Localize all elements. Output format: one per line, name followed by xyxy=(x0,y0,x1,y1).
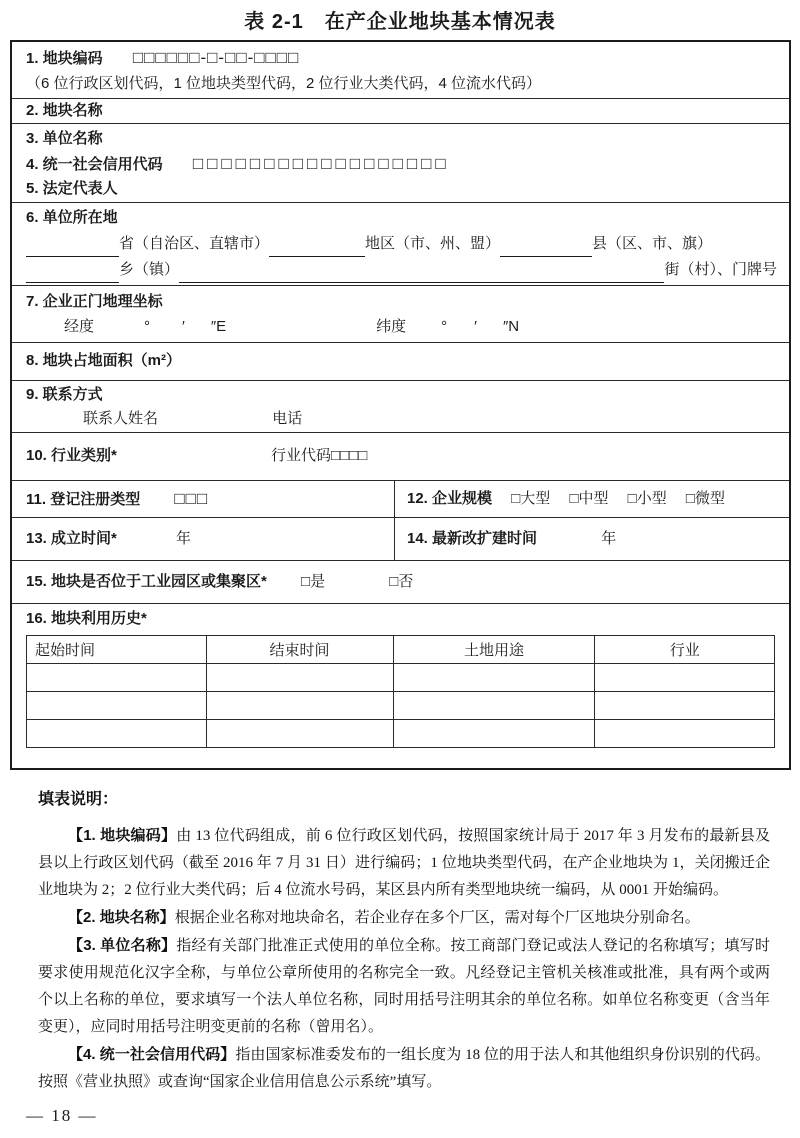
history-cell xyxy=(27,720,207,748)
row-unit-location xyxy=(12,203,789,286)
establishment-time-cell xyxy=(12,518,395,560)
unit-name-label: 3. 单位名称 xyxy=(26,130,103,147)
contact-title-line xyxy=(26,383,789,407)
history-empty-row xyxy=(27,664,775,692)
scale-large-checkbox: □大型 xyxy=(511,490,551,507)
establishment-time-label: 13. 成立时间* xyxy=(26,530,117,547)
instruction-3-text: 指经有关部门批准正式使用的单位全称。按工商部门登记或法人登记的名称填写；填写时要求使用规范化汉字全称，与单位公章所使用的名称完全一致。凡经登记主管机关核准或批准，具有两个或两个以上名称的单位，要求填写一个法人单位名称，同时用括号注明其余的单位名称。如单位名称变更（含当年变更），应同时用括号注明变更前的名称（曾用名）。 xyxy=(38,938,770,1035)
coordinates-value-line xyxy=(26,314,789,339)
province-label: 省（自治区、直辖市） xyxy=(119,235,270,252)
credit-code-label: 4. 统一社会信用代码 xyxy=(26,156,163,173)
parcel-area-label: 8. 地块占地面积（m²） xyxy=(26,352,182,369)
page-title: 表 2-1 在产企业地块基本情况表 xyxy=(244,11,556,33)
latitude-minute-sign: ′ xyxy=(474,318,477,335)
land-use-history-table xyxy=(26,635,775,748)
address-line-2 xyxy=(26,257,777,283)
instruction-paragraph-3 xyxy=(38,932,770,1041)
registration-type-cell xyxy=(12,481,395,517)
park-no-checkbox: □否 xyxy=(389,573,414,590)
row-gate-coordinates xyxy=(12,286,789,343)
basic-info-form-table xyxy=(10,40,791,770)
contact-label: 9. 联系方式 xyxy=(26,386,103,403)
unit-name-line xyxy=(26,126,789,151)
instruction-2-term: 【2. 地块名称】 xyxy=(68,909,175,926)
instruction-2-text: 根据企业名称对地块命名，若企业存在多个厂区，需对每个厂区地块分别命名。 xyxy=(174,910,700,926)
land-use-history-label: 16. 地块利用历史* xyxy=(26,610,147,627)
credit-code-line xyxy=(26,151,789,176)
history-cell xyxy=(27,692,207,720)
row-establishment-and-renovation xyxy=(12,518,789,561)
scale-small-checkbox: □小型 xyxy=(627,490,667,507)
history-col-start-time: 起始时间 xyxy=(27,636,207,664)
longitude-label: 经度 xyxy=(64,318,95,335)
renovation-year-unit: 年 xyxy=(601,530,617,547)
parcel-code-description: （6 位行政区划代码，1 位地块类型代码，2 位行业大类代码，4 位流水代码） xyxy=(26,75,542,92)
row-industrial-park xyxy=(12,561,789,604)
county-label: 县（区、市、旗） xyxy=(592,235,713,252)
history-cell xyxy=(595,720,775,748)
county-blank-line xyxy=(500,241,592,257)
row-registration-and-scale xyxy=(12,481,789,518)
history-empty-row xyxy=(27,720,775,748)
contact-person-label: 联系人姓名 xyxy=(83,410,159,427)
history-col-land-use: 土地用途 xyxy=(393,636,595,664)
history-cell xyxy=(595,692,775,720)
parcel-code-boxes: □□□□□□-□-□□-□□□□ xyxy=(132,48,300,67)
unit-location-line xyxy=(26,205,777,231)
instruction-4-text: 指由国家标准委发布的一组长度为 18 位的用于法人和其他组织身份识别的代码。按照《营业执照》或查询“国家企业信用信息公示系统”填写。 xyxy=(38,1047,770,1090)
instruction-paragraph-4 xyxy=(38,1041,770,1096)
legal-rep-line xyxy=(26,176,789,201)
registration-type-label: 11. 登记注册类型 xyxy=(26,491,141,508)
park-yes-checkbox: □是 xyxy=(301,573,326,590)
filling-instructions-body xyxy=(38,822,770,1096)
street-blank-line xyxy=(179,267,664,283)
filling-instructions-section xyxy=(38,786,770,1096)
instruction-paragraph-2 xyxy=(38,904,770,932)
history-cell xyxy=(393,720,595,748)
longitude-degree-sign: ° xyxy=(144,318,151,335)
enterprise-scale-cell xyxy=(395,481,789,517)
instruction-paragraph-1 xyxy=(38,822,770,904)
credit-code-boxes: □□□□□□□□□□□□□□□□□□ xyxy=(192,154,450,173)
longitude-second-sign: ″E xyxy=(210,318,227,335)
row-land-use-history xyxy=(12,604,789,768)
region-blank-line xyxy=(269,241,365,257)
page-number: — 18 — xyxy=(26,1106,98,1125)
history-cell xyxy=(595,664,775,692)
history-cell xyxy=(206,720,393,748)
parcel-name-label: 2. 地块名称 xyxy=(26,102,103,119)
town-blank-line xyxy=(26,267,119,283)
history-col-end-time: 结束时间 xyxy=(206,636,393,664)
registration-type-boxes: □□□ xyxy=(174,489,209,508)
row-parcel-name xyxy=(12,99,789,124)
history-header-row xyxy=(27,636,775,664)
scale-medium-checkbox: □中型 xyxy=(569,490,609,507)
renovation-time-cell xyxy=(395,518,789,560)
industry-code-boxes: 行业代码□□□□ xyxy=(271,447,368,464)
establishment-year-unit: 年 xyxy=(176,530,192,547)
history-cell xyxy=(27,664,207,692)
history-cell xyxy=(393,664,595,692)
instruction-1-text: 由 13 位代码组成，前 6 位行政区划代码，按照国家统计局于 2017 年 3 月发布的最新县及县以上行政区划代码（截至 2016 年 7 月 31 日）进行编码；1 位地块类型代码，在产企业地块为 1，关闭搬迁企业地块为 2；2 位行业大类代码；后 4 位流水号码，某区县内所有类型地块统一编码，从 0001 开始编码。 xyxy=(38,828,770,898)
row-contact-info xyxy=(12,381,789,433)
street-label: 街（村）、门牌号 xyxy=(664,261,777,278)
history-cell xyxy=(393,692,595,720)
phone-label: 电话 xyxy=(272,410,303,427)
parcel-code-line xyxy=(26,47,789,68)
address-line-1 xyxy=(26,231,777,257)
history-cell xyxy=(206,664,393,692)
province-blank-line xyxy=(26,241,119,257)
land-use-history-title xyxy=(26,607,775,631)
history-cell xyxy=(206,692,393,720)
parcel-code-label: 1. 地块编码 xyxy=(26,50,103,67)
region-label: 地区（市、州、盟） xyxy=(365,235,501,252)
row-parcel-area xyxy=(12,343,789,381)
town-label: 乡（镇） xyxy=(119,261,180,278)
coordinates-title-line xyxy=(26,289,789,314)
legal-rep-label: 5. 法定代表人 xyxy=(26,180,118,197)
filling-instructions-heading: 填表说明： xyxy=(38,791,119,808)
row-parcel-code xyxy=(12,42,789,99)
history-col-industry: 行业 xyxy=(595,636,775,664)
latitude-second-sign: ″N xyxy=(502,318,520,335)
history-empty-row xyxy=(27,692,775,720)
unit-location-label: 6. 单位所在地 xyxy=(26,209,118,226)
renovation-time-label: 14. 最新改扩建时间 xyxy=(407,530,538,547)
instruction-4-term: 【4. 统一社会信用代码】 xyxy=(68,1046,236,1063)
latitude-label: 纬度 xyxy=(376,318,407,335)
industry-category-label: 10. 行业类别* xyxy=(26,447,117,464)
coordinates-label: 7. 企业正门地理坐标 xyxy=(26,293,163,310)
enterprise-scale-label: 12. 企业规模 xyxy=(407,490,493,507)
latitude-degree-sign: ° xyxy=(441,318,448,335)
instruction-3-term: 【3. 单位名称】 xyxy=(68,937,177,954)
scale-micro-checkbox: □微型 xyxy=(685,490,725,507)
instruction-1-term: 【1. 地块编码】 xyxy=(68,827,177,844)
row-industry-category xyxy=(12,433,789,481)
row-unit-info xyxy=(12,124,789,203)
contact-fields-line xyxy=(26,407,789,431)
industrial-park-label: 15. 地块是否位于工业园区或集聚区* xyxy=(26,573,267,590)
longitude-minute-sign: ′ xyxy=(182,318,185,335)
